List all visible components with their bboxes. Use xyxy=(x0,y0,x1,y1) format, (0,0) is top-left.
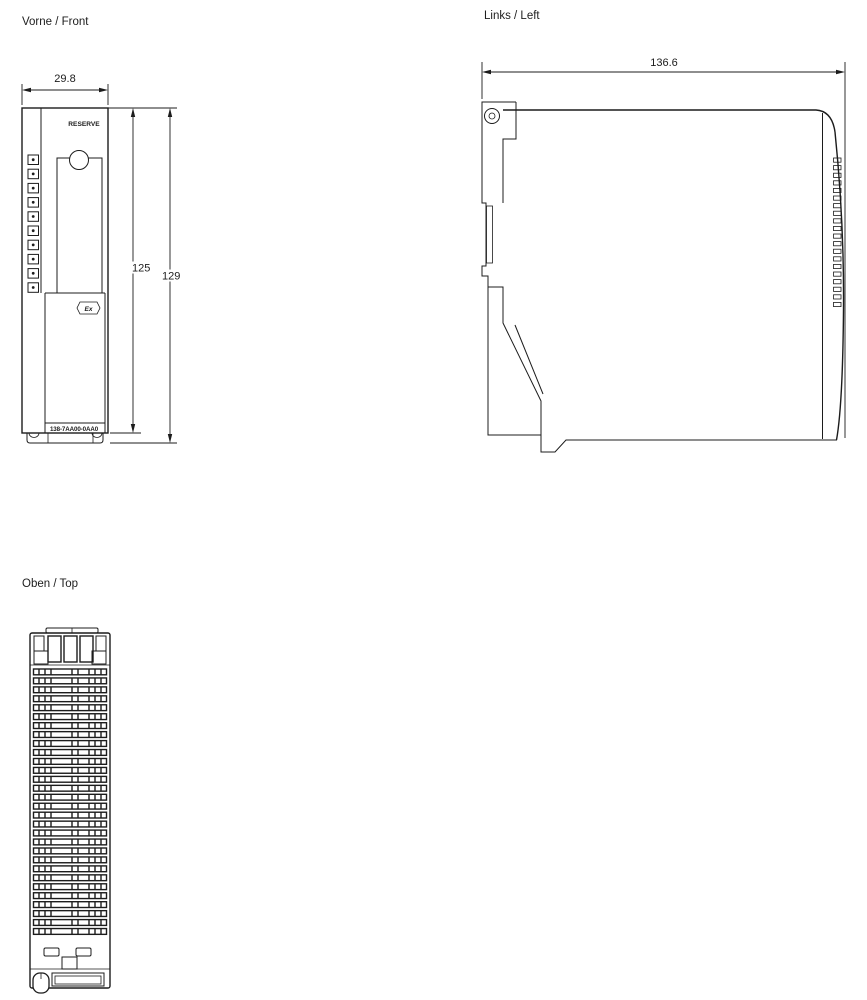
front-height-total-value: 129 xyxy=(162,270,181,283)
screw-icon xyxy=(485,109,500,124)
din-rail-clip xyxy=(487,206,493,263)
led-dot xyxy=(32,244,35,247)
vent-tick xyxy=(834,264,842,268)
left-depth-value: 136.6 xyxy=(650,57,678,69)
vent-row xyxy=(34,785,107,791)
led-dot xyxy=(32,187,35,190)
connector-tab-left xyxy=(34,636,44,651)
front-door xyxy=(57,151,102,294)
vent-row xyxy=(34,732,107,738)
ex-icon xyxy=(77,302,100,314)
connector-step-right xyxy=(92,651,106,664)
vent-row xyxy=(34,714,107,720)
vent-grid xyxy=(34,669,107,934)
led-dot xyxy=(32,272,35,275)
vent-tick xyxy=(834,249,842,253)
left-housing-outline xyxy=(482,102,844,452)
top-view-drawing xyxy=(30,628,110,993)
vent-row xyxy=(34,750,107,756)
vent-tick xyxy=(834,226,842,230)
vent-row xyxy=(34,866,107,872)
front-bottom-tabs xyxy=(27,433,103,443)
bottom-center-tab xyxy=(62,957,77,969)
vent-row xyxy=(34,723,107,729)
led-dot xyxy=(32,258,35,261)
door-latch-icon xyxy=(70,151,89,170)
vent-row xyxy=(34,759,107,765)
vent-row xyxy=(34,929,107,935)
dim-arrow-left xyxy=(22,88,31,92)
vent-tick xyxy=(834,219,842,223)
vent-row xyxy=(34,911,107,917)
left-view-label: Links / Left xyxy=(484,10,540,22)
vent-tick xyxy=(834,257,842,261)
front-view-label: Vorne / Front xyxy=(22,16,89,28)
connector-tab-right xyxy=(96,636,106,651)
left-depth-dimension xyxy=(482,57,845,438)
vent-row xyxy=(34,902,107,908)
vent-row xyxy=(34,678,107,684)
vent-tick xyxy=(834,295,842,299)
vent-tick xyxy=(834,287,842,291)
reserve-label: RESERVE xyxy=(68,121,100,128)
front-height-body-value: 125 xyxy=(132,262,151,275)
vent-tick xyxy=(834,166,842,170)
front-view-drawing xyxy=(22,73,183,443)
top-view-label: Oben / Top xyxy=(22,578,79,590)
vent-row xyxy=(34,884,107,890)
vent-row xyxy=(34,920,107,926)
front-width-dimension xyxy=(22,73,108,105)
vent-row xyxy=(34,794,107,800)
vent-tick xyxy=(834,173,842,177)
ex-label: Ex xyxy=(84,306,93,313)
vent-row xyxy=(34,875,107,881)
vent-row xyxy=(34,741,107,747)
vent-row xyxy=(34,669,107,675)
led-dot xyxy=(32,229,35,232)
vent-row xyxy=(34,821,107,827)
vent-row xyxy=(34,687,107,693)
vent-row xyxy=(34,705,107,711)
led-dot xyxy=(32,215,35,218)
vent-tick xyxy=(834,280,842,284)
vent-tick xyxy=(834,211,842,215)
bottom-slot-left xyxy=(44,948,59,956)
connector-step-left xyxy=(34,651,48,664)
front-height-dimensions xyxy=(108,108,183,443)
vent-row xyxy=(34,696,107,702)
bus-connector-slots xyxy=(48,636,93,662)
vent-row xyxy=(34,830,107,836)
led-strip xyxy=(28,155,39,292)
wedge-inner-line xyxy=(515,325,543,394)
dim-arrow-right xyxy=(99,88,108,92)
vent-row xyxy=(34,767,107,773)
led-dot xyxy=(32,201,35,204)
vent-row xyxy=(34,776,107,782)
vent-row xyxy=(34,812,107,818)
vent-tick xyxy=(834,234,842,238)
vent-tick xyxy=(834,242,842,246)
vent-row xyxy=(34,848,107,854)
bottom-slot-right xyxy=(76,948,91,956)
led-dot xyxy=(32,173,35,176)
vent-row xyxy=(34,803,107,809)
led-dot xyxy=(32,286,35,289)
led-dot xyxy=(32,158,35,161)
vent-tick xyxy=(834,204,842,208)
vent-tick xyxy=(834,272,842,276)
front-width-value: 29.8 xyxy=(54,73,76,85)
vent-row xyxy=(34,893,107,899)
vent-row xyxy=(34,839,107,845)
vent-tick xyxy=(834,302,842,306)
front-module-outline xyxy=(22,108,108,433)
bottom-bar-inner xyxy=(55,976,101,984)
part-number-label: 138-7AA00-0AA0 xyxy=(49,426,99,433)
left-view-drawing xyxy=(482,57,845,452)
vent-row xyxy=(34,857,107,863)
